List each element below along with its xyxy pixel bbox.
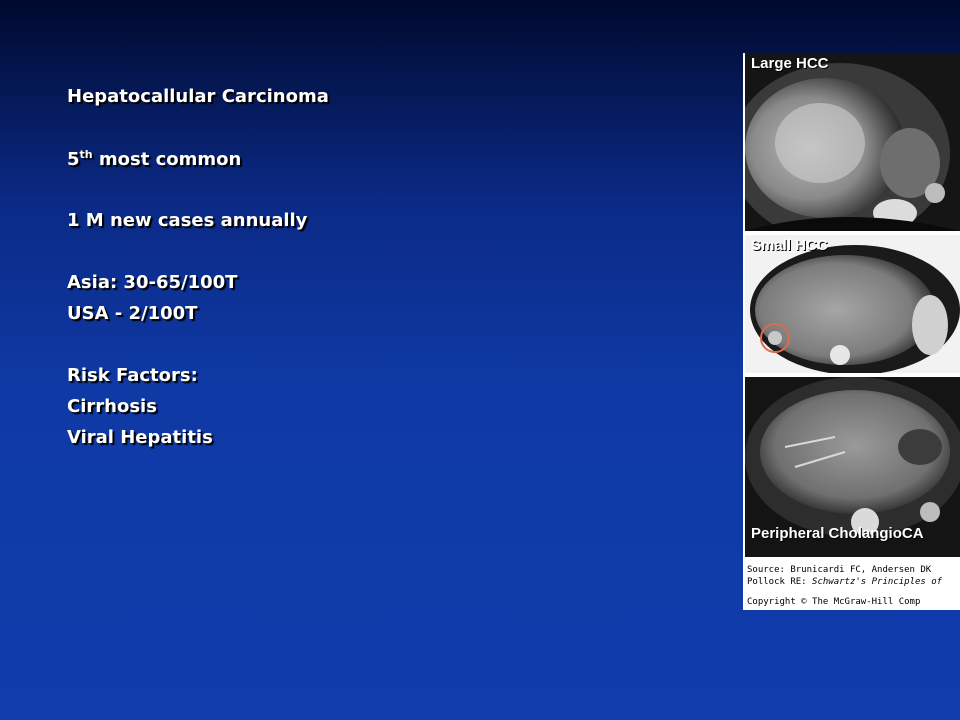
- ct-scan-figure: [743, 53, 960, 610]
- panel-label-cholangioca: Peripheral CholangioCA: [751, 525, 924, 542]
- ct-panel-large-hcc: [745, 53, 960, 231]
- figure-caption: [745, 557, 960, 610]
- cases-line: 1 M new cases annually: [67, 210, 308, 231]
- ct-panel-cholangioca: [745, 377, 960, 557]
- caption-reference: [747, 577, 942, 588]
- panel-label-small-hcc: Small HCC: [751, 237, 828, 254]
- caption-authors: Pollock RE:: [747, 577, 813, 587]
- rank-line: [67, 148, 241, 170]
- ct-image-small-hcc: [745, 235, 960, 373]
- caption-copyright: Copyright © The McGraw-Hill Comp: [747, 597, 921, 607]
- rank-number: 5: [67, 149, 80, 170]
- panel-label-large-hcc: Large HCC: [751, 55, 829, 72]
- rank-suffix: th: [79, 148, 93, 161]
- caption-source: Source: Brunicardi FC, Andersen DK: [747, 565, 932, 575]
- usa-rate-line: USA - 2/100T: [67, 303, 198, 324]
- risk-factor-viral-hepatitis: Viral Hepatitis: [67, 427, 213, 448]
- risk-factor-cirrhosis: Cirrhosis: [67, 396, 157, 417]
- caption-book-title: Schwartz's Principles of: [812, 577, 943, 587]
- rank-text: most common: [98, 149, 242, 170]
- slide-title: Hepatocallular Carcinoma: [67, 86, 329, 107]
- ct-panel-small-hcc: [745, 235, 960, 373]
- ct-image-large-hcc: [745, 53, 960, 231]
- risk-factors-heading: Risk Factors:: [67, 365, 198, 386]
- asia-rate-line: Asia: 30-65/100T: [67, 272, 238, 293]
